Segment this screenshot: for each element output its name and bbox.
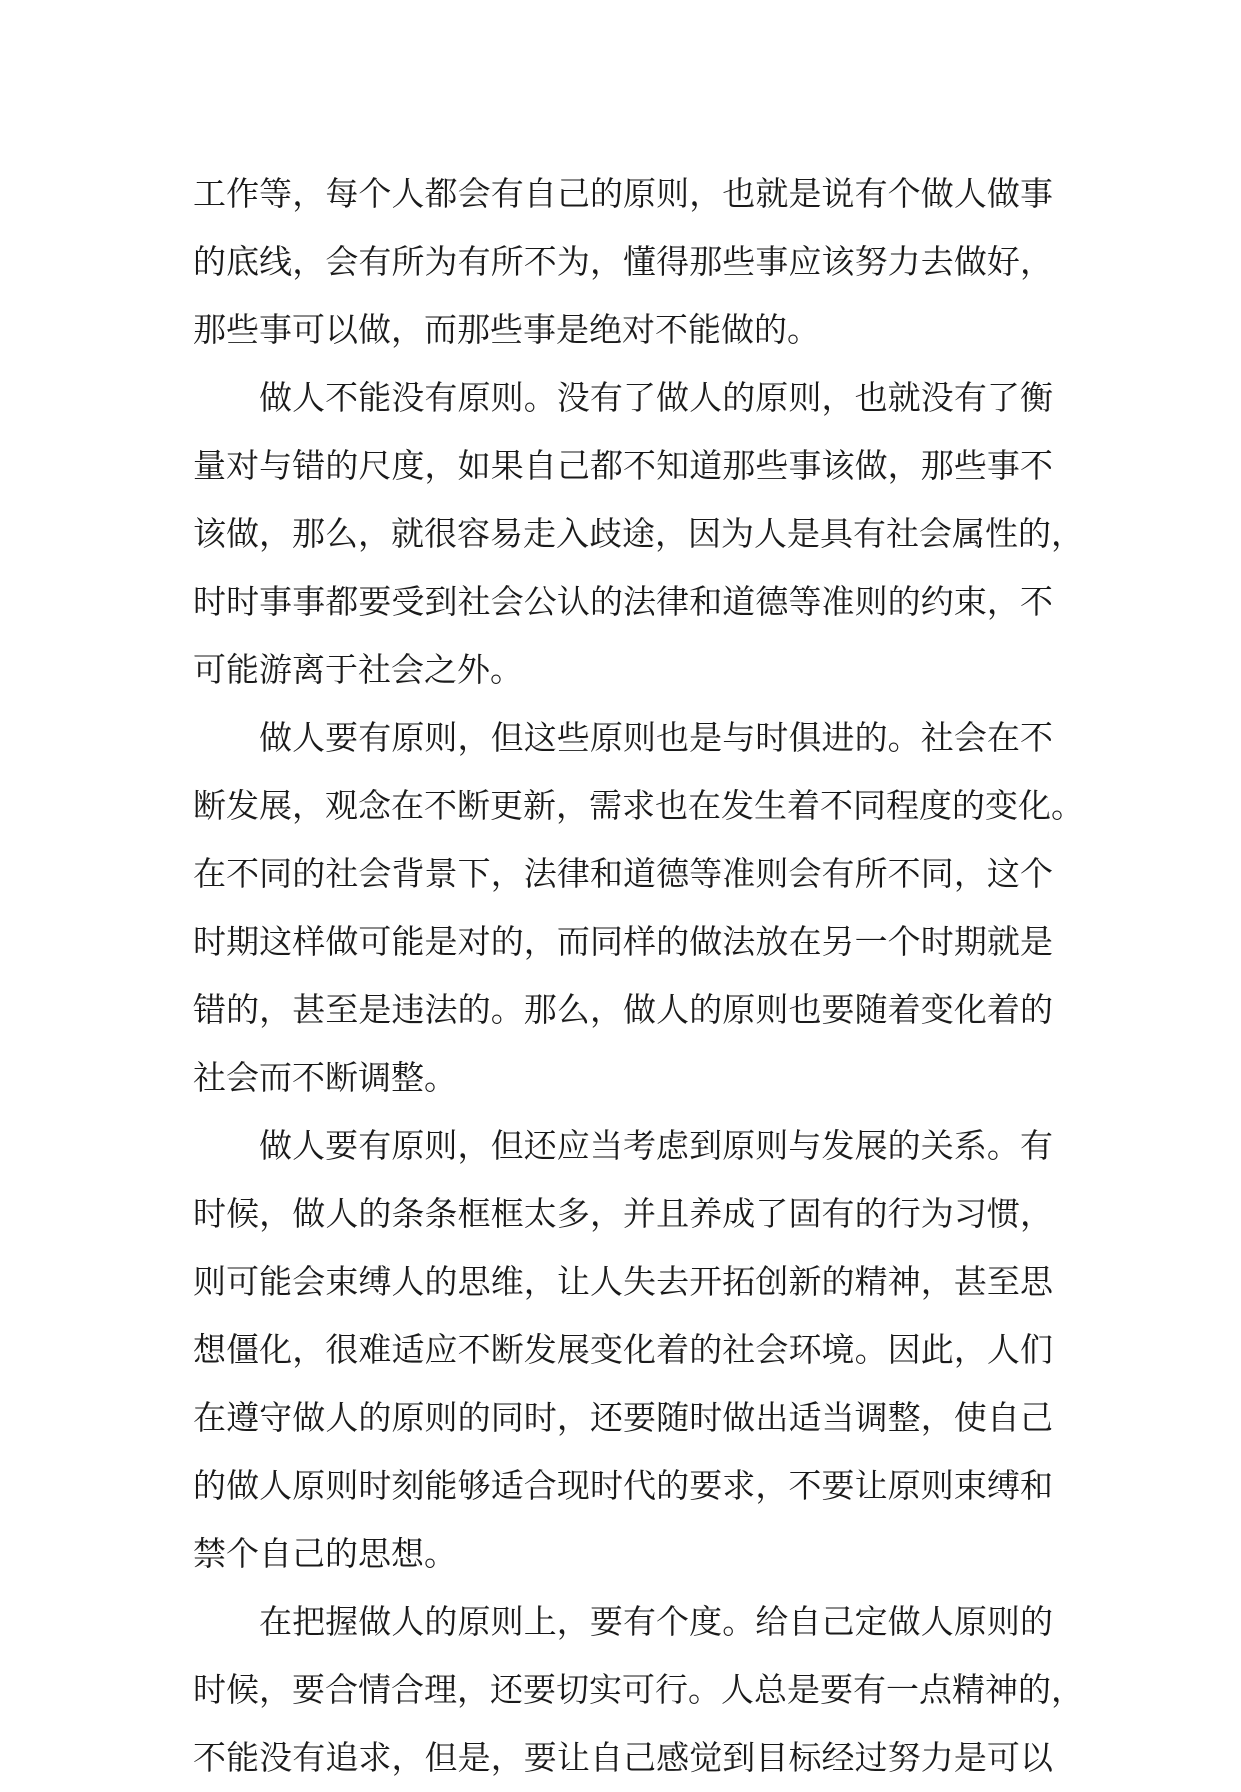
text-line: 那些事可以做，而那些事是绝对不能做的。: [193, 310, 820, 349]
text-line: 在不同的社会背景下，法律和道德等准则会有所不同，这个: [193, 854, 1053, 893]
text-line: 的底线，会有所为有所不为，懂得那些事应该努力去做好，: [193, 242, 1053, 281]
text-line: 错的，甚至是违法的。那么，做人的原则也要随着变化着的: [193, 990, 1053, 1029]
text-line: 社会而不断调整。: [193, 1058, 457, 1097]
text-line: 时候，做人的条条框框太多，并且养成了固有的行为习惯，: [193, 1194, 1053, 1233]
text-line: 想僵化，很难适应不断发展变化着的社会环境。因此，人们: [193, 1330, 1053, 1369]
text-line: 做人不能没有原则。没有了做人的原则，也就没有了衡: [259, 378, 1053, 417]
text-line: 工作等，每个人都会有自己的原则，也就是说有个做人做事: [193, 174, 1053, 213]
text-line: 在遵守做人的原则的同时，还要随时做出适当调整，使自己: [193, 1398, 1053, 1437]
document-page: [193, 160, 1084, 1792]
text-line: 的做人原则时刻能够适合现时代的要求，不要让原则束缚和: [193, 1466, 1053, 1505]
text-line: 时期这样做可能是对的，而同样的做法放在另一个时期就是: [193, 922, 1053, 961]
paragraph: [193, 364, 1084, 704]
paragraph: [193, 160, 1053, 364]
text-line: 禁个自己的思想。: [193, 1534, 457, 1573]
text-line: 在把握做人的原则上，要有个度。给自己定做人原则的: [259, 1602, 1053, 1641]
text-line: 可能游离于社会之外。: [193, 650, 523, 689]
paragraph: [193, 1112, 1053, 1588]
text-line: 时时事事都要受到社会公认的法律和道德等准则的约束，不: [193, 582, 1053, 621]
text-line: 时候，要合情合理，还要切实可行。人总是要有一点精神的，: [193, 1670, 1084, 1709]
text-line: 断发展，观念在不断更新，需求也在发生着不同程度的变化。: [193, 786, 1084, 825]
paragraph: [193, 704, 1084, 1112]
text-line: 则可能会束缚人的思维，让人失去开拓创新的精神，甚至思: [193, 1262, 1053, 1301]
text-line: 不能没有追求，但是，要让自己感觉到目标经过努力是可以: [193, 1738, 1053, 1777]
text-line: 做人要有原则，但这些原则也是与时俱进的。社会在不: [259, 718, 1053, 757]
text-line: 做人要有原则，但还应当考虑到原则与发展的关系。有: [259, 1126, 1053, 1165]
text-line: 该做，那么，就很容易走入歧途，因为人是具有社会属性的，: [193, 514, 1084, 553]
text-line: 量对与错的尺度，如果自己都不知道那些事该做，那些事不: [193, 446, 1053, 485]
paragraph: [193, 1588, 1084, 1792]
